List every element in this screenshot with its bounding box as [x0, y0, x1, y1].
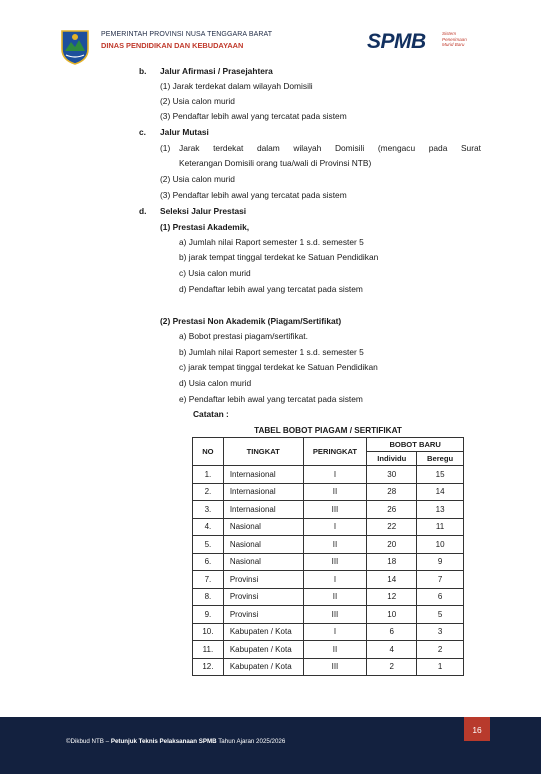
- table-row: [193, 658, 464, 676]
- department-name: DINAS PENDIDIKAN DAN KEBUDAYAAN: [101, 41, 244, 50]
- header-tingkat: TINGKAT: [223, 438, 303, 466]
- list-item: Jarak terdekat dalam wilayah Domisili (mengacu pada Surat: [179, 143, 481, 153]
- cell-peringkat: I: [303, 466, 367, 484]
- list-item: a) Jumlah nilai Raport semester 1 s.d. semester 5: [179, 237, 364, 247]
- list-item: c) jarak tempat tinggal terdekat ke Satuan Pendidikan: [179, 362, 378, 372]
- section-d-marker: d.: [139, 206, 147, 216]
- cell-beregu: 5: [417, 606, 464, 624]
- cell-tingkat: Provinsi: [223, 606, 303, 624]
- table-body: [193, 466, 464, 676]
- cell-no: 11.: [193, 641, 224, 659]
- section-b-marker: b.: [139, 66, 147, 76]
- cell-individu: 30: [367, 466, 417, 484]
- cell-no: 8.: [193, 588, 224, 606]
- cell-peringkat: II: [303, 641, 367, 659]
- list-item: b) jarak tempat tinggal terdekat ke Satuan Pendidikan: [179, 252, 379, 262]
- cell-tingkat: Internasional: [223, 483, 303, 501]
- cell-peringkat: III: [303, 553, 367, 571]
- cell-peringkat: II: [303, 536, 367, 554]
- page-header: [0, 0, 541, 64]
- cell-peringkat: II: [303, 483, 367, 501]
- list-item: b) Jumlah nilai Raport semester 1 s.d. semester 5: [179, 347, 364, 357]
- cell-no: 7.: [193, 571, 224, 589]
- cell-tingkat: Kabupaten / Kota: [223, 623, 303, 641]
- cell-beregu: 9: [417, 553, 464, 571]
- list-item: e) Pendaftar lebih awal yang tercatat pada sistem: [179, 394, 363, 404]
- table-row: [193, 483, 464, 501]
- ntb-emblem-icon: [60, 29, 90, 65]
- cell-beregu: 7: [417, 571, 464, 589]
- footer-year: Tahun Ajaran 2025/2026: [218, 738, 286, 745]
- table-row: [193, 536, 464, 554]
- cell-individu: 22: [367, 518, 417, 536]
- list-item: a) Bobot prestasi piagam/sertifikat.: [179, 331, 308, 341]
- tagline-line: Penerimaan: [442, 36, 467, 42]
- table-row: [193, 623, 464, 641]
- list-item: (3) Pendaftar lebih awal yang tercatat pada sistem: [160, 190, 347, 200]
- cell-no: 5.: [193, 536, 224, 554]
- cell-tingkat: Nasional: [223, 553, 303, 571]
- footer-text: [66, 738, 285, 745]
- cell-individu: 6: [367, 623, 417, 641]
- table-row: [193, 466, 464, 484]
- cell-peringkat: III: [303, 658, 367, 676]
- cell-tingkat: Kabupaten / Kota: [223, 658, 303, 676]
- cell-beregu: 15: [417, 466, 464, 484]
- cell-peringkat: I: [303, 571, 367, 589]
- cell-individu: 12: [367, 588, 417, 606]
- cell-peringkat: I: [303, 623, 367, 641]
- cell-beregu: 11: [417, 518, 464, 536]
- section-d-title: Seleksi Jalur Prestasi: [160, 206, 247, 216]
- org-name: PEMERINTAH PROVINSI NUSA TENGGARA BARAT: [101, 31, 273, 38]
- spmb-tagline: [442, 31, 482, 48]
- bobot-table: [192, 437, 464, 676]
- cell-no: 10.: [193, 623, 224, 641]
- list-item: (3) Pendaftar lebih awal yang tercatat pada sistem: [160, 111, 347, 121]
- cell-peringkat: I: [303, 518, 367, 536]
- table-row: [193, 518, 464, 536]
- cell-beregu: 1: [417, 658, 464, 676]
- cell-individu: 2: [367, 658, 417, 676]
- cell-beregu: 2: [417, 641, 464, 659]
- header-individu: Individu: [367, 452, 417, 466]
- cell-no: 9.: [193, 606, 224, 624]
- cell-tingkat: Provinsi: [223, 588, 303, 606]
- page-footer: [0, 717, 541, 774]
- cell-individu: 18: [367, 553, 417, 571]
- table-row: [193, 641, 464, 659]
- footer-doc-title: Petunjuk Teknis Pelaksanaan SPMB: [110, 738, 217, 745]
- cell-beregu: 14: [417, 483, 464, 501]
- list-item-number: (1): [160, 143, 171, 153]
- table-row: [193, 501, 464, 519]
- header-bobot-baru: BOBOT BARU: [367, 438, 464, 452]
- cell-individu: 20: [367, 536, 417, 554]
- table-row: [193, 606, 464, 624]
- list-item-continuation: Keterangan Domisili orang tua/wali di Provinsi NTB): [179, 158, 372, 168]
- table-row: [193, 588, 464, 606]
- cell-individu: 26: [367, 501, 417, 519]
- spmb-wordmark: SPMB: [367, 30, 426, 53]
- cell-tingkat: Internasional: [223, 501, 303, 519]
- cell-no: 2.: [193, 483, 224, 501]
- table-row: [193, 571, 464, 589]
- cell-tingkat: Nasional: [223, 536, 303, 554]
- tagline-line: Sistem: [442, 31, 457, 36]
- tagline-line: Murid Baru: [442, 42, 465, 48]
- cell-tingkat: Nasional: [223, 518, 303, 536]
- header-no: NO: [193, 438, 224, 466]
- cell-beregu: 6: [417, 588, 464, 606]
- table-title: TABEL BOBOT PIAGAM / SERTIFIKAT: [254, 426, 402, 435]
- list-item: c) Usia calon murid: [179, 268, 251, 278]
- list-item: (2) Usia calon murid: [160, 96, 235, 106]
- cell-beregu: 13: [417, 501, 464, 519]
- list-item: (2) Usia calon murid: [160, 174, 235, 184]
- cell-individu: 10: [367, 606, 417, 624]
- list-item: d) Usia calon murid: [179, 378, 252, 388]
- section-c-marker: c.: [139, 127, 146, 137]
- spmb-logo: [367, 30, 467, 54]
- cell-no: 1.: [193, 466, 224, 484]
- cell-no: 12.: [193, 658, 224, 676]
- subsection-academic-title: (1) Prestasi Akademik,: [160, 222, 250, 232]
- section-c-title: Jalur Mutasi: [160, 127, 209, 137]
- section-b-title: Jalur Afirmasi / Prasejahtera: [160, 66, 273, 76]
- cell-peringkat: III: [303, 606, 367, 624]
- cell-no: 3.: [193, 501, 224, 519]
- list-item: d) Pendaftar lebih awal yang tercatat pada sistem: [179, 284, 363, 294]
- cell-tingkat: Internasional: [223, 466, 303, 484]
- list-item: (1) Jarak terdekat dalam wilayah Domisili: [160, 81, 313, 91]
- cell-individu: 14: [367, 571, 417, 589]
- header-beregu: Beregu: [417, 452, 464, 466]
- page-number: 16: [464, 717, 490, 741]
- header-peringkat: PERINGKAT: [303, 438, 367, 466]
- cell-tingkat: Kabupaten / Kota: [223, 641, 303, 659]
- cell-no: 6.: [193, 553, 224, 571]
- cell-peringkat: III: [303, 501, 367, 519]
- cell-individu: 28: [367, 483, 417, 501]
- cell-individu: 4: [367, 641, 417, 659]
- subsection-nonacademic-title: (2) Prestasi Non Akademik (Piagam/Sertifikat): [160, 316, 342, 326]
- cell-tingkat: Provinsi: [223, 571, 303, 589]
- cell-beregu: 3: [417, 623, 464, 641]
- table-row: [193, 553, 464, 571]
- footer-copyright: ©Dikbud NTB –: [66, 738, 110, 745]
- cell-peringkat: II: [303, 588, 367, 606]
- cell-no: 4.: [193, 518, 224, 536]
- note-label: Catatan :: [193, 409, 229, 419]
- cell-beregu: 10: [417, 536, 464, 554]
